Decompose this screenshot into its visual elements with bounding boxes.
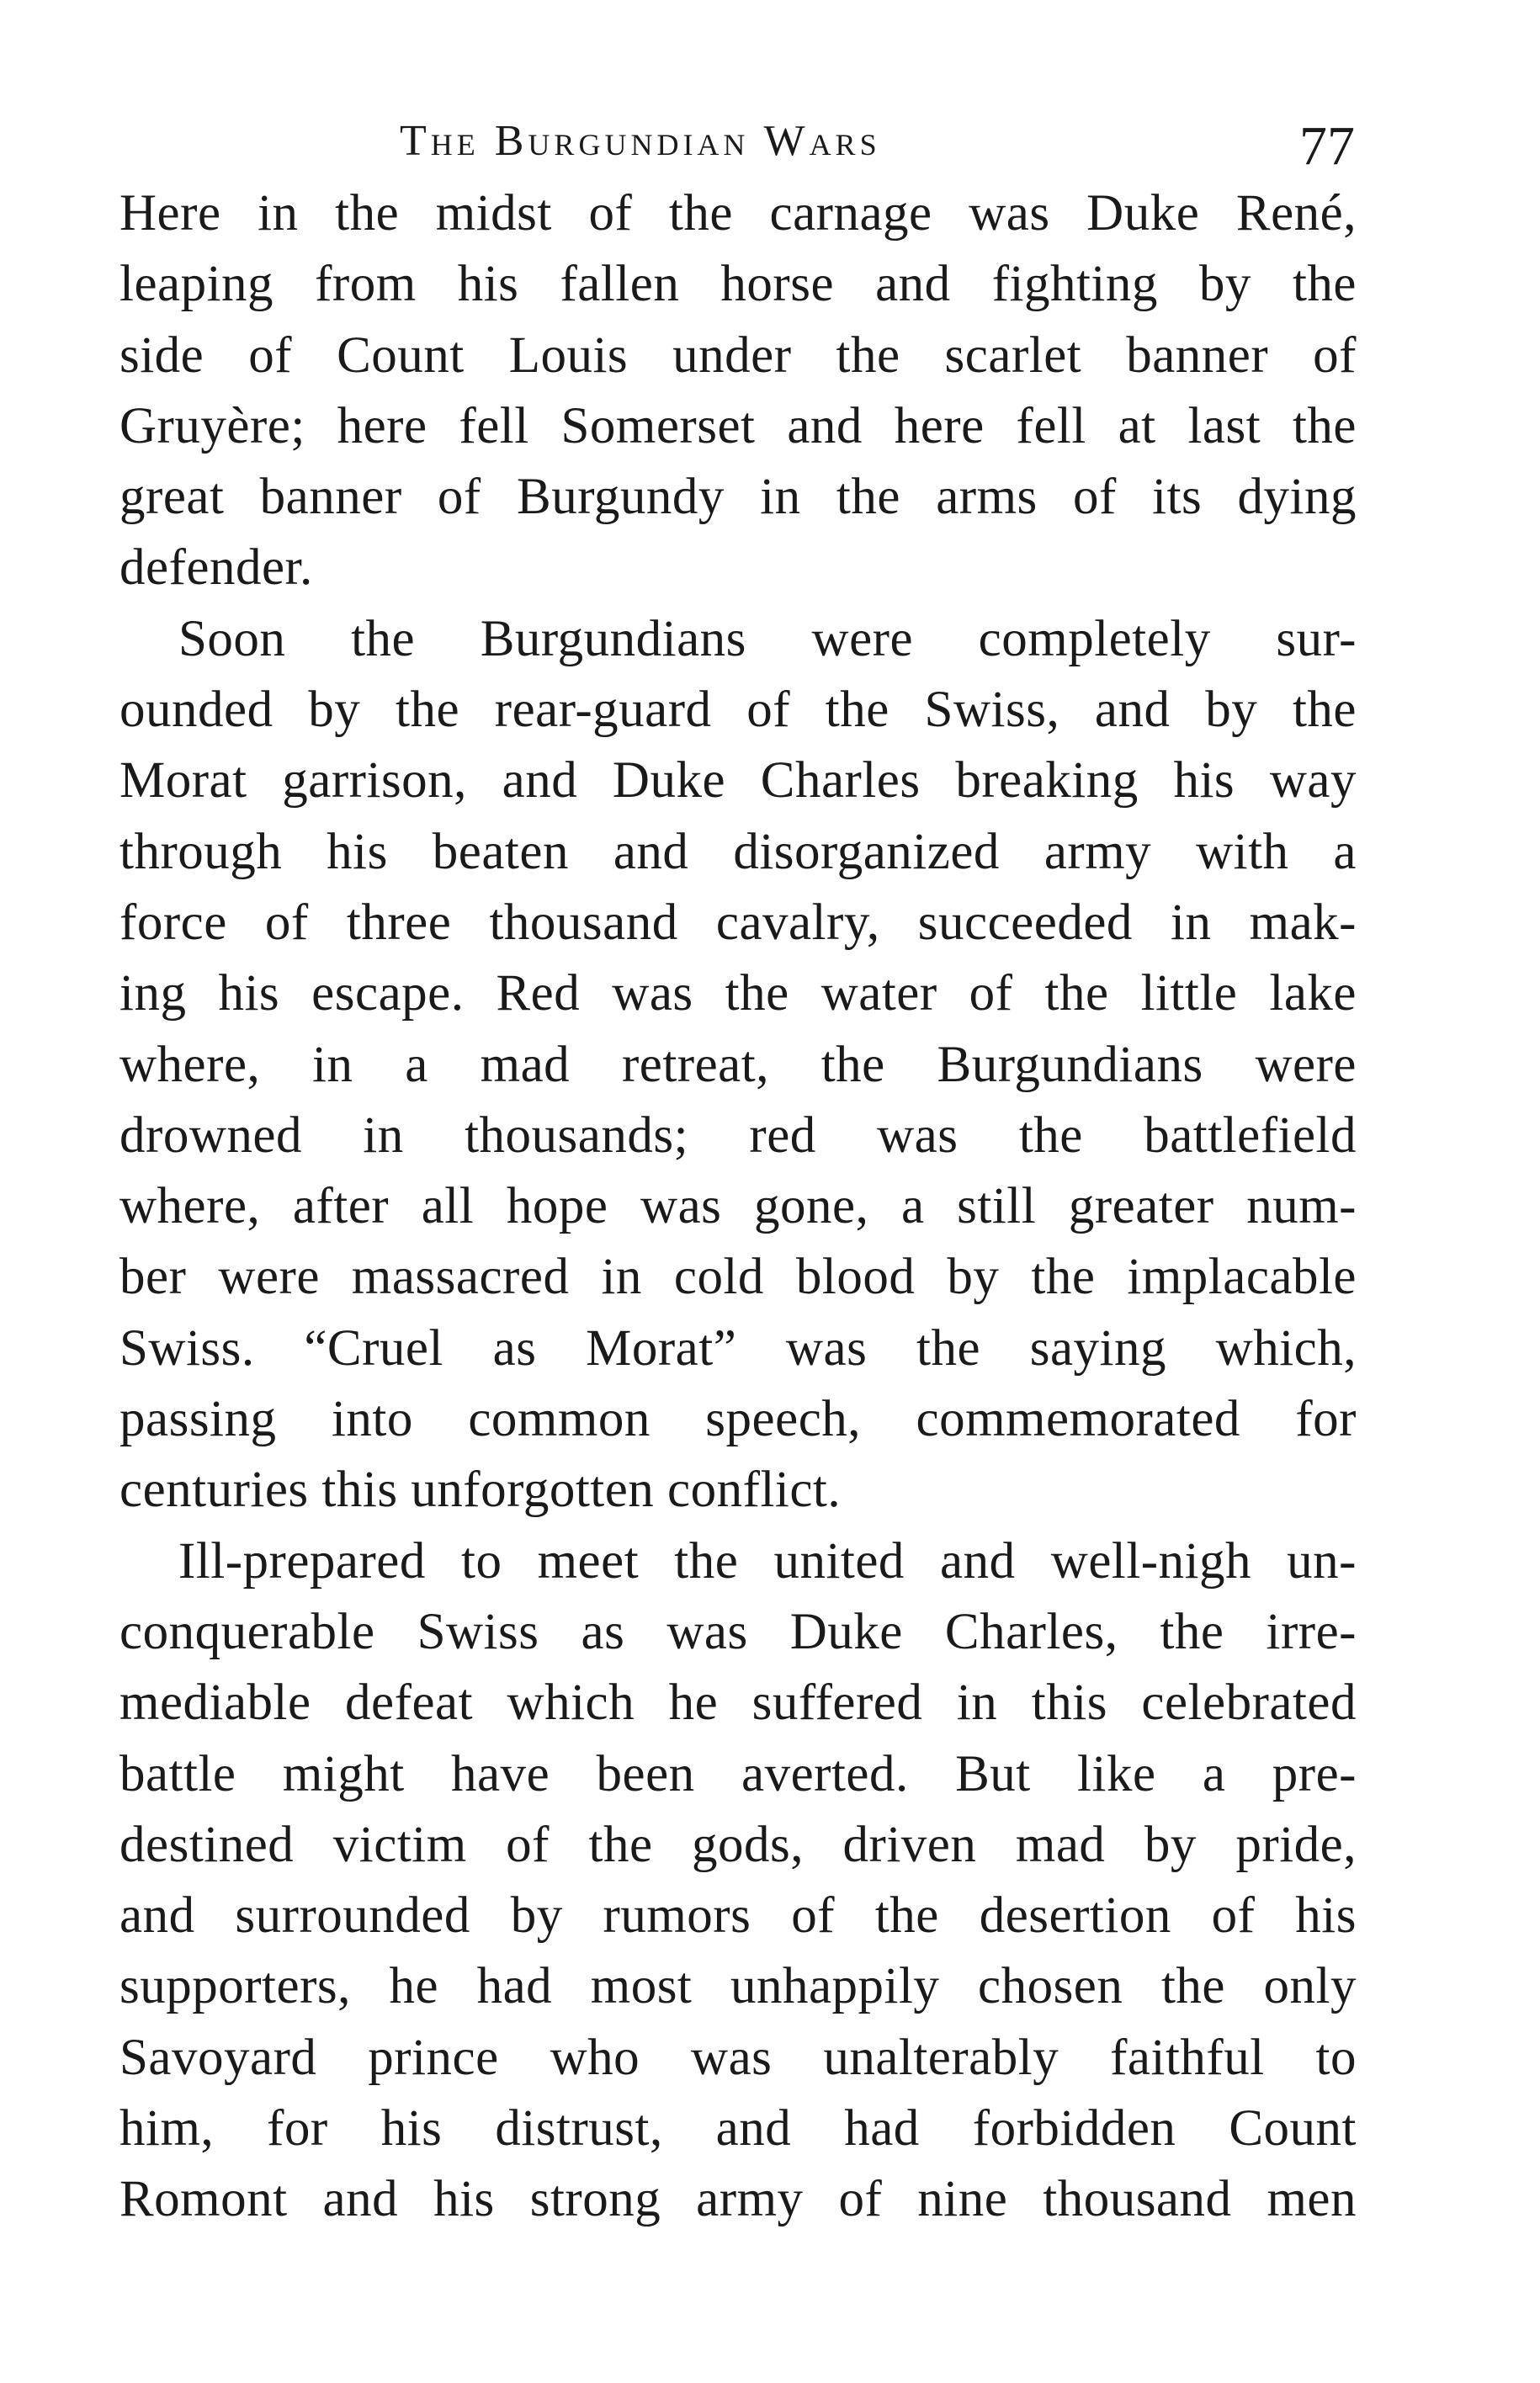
text-line: Swiss. “Cruel as Morat” was the saying which, xyxy=(119,1319,1357,1377)
text-line: drowned in thousands; red was the battlefield xyxy=(119,1107,1357,1164)
text-line: where, in a mad retreat, the Burgundians were xyxy=(119,1036,1357,1093)
text-line: destined victim of the gods, driven mad by pride, xyxy=(119,1816,1357,1873)
text-line: centuries this unforgotten conflict. xyxy=(119,1462,842,1519)
text-line: great banner of Burgundy in the arms of its dying xyxy=(119,469,1357,526)
paragraph-2 xyxy=(119,604,1357,1526)
paragraph-3 xyxy=(119,1526,1357,2236)
text-line: through his beaten and disorganized army with a xyxy=(119,823,1357,880)
text-line: Ill-prepared to meet the united and well-nigh un- xyxy=(178,1532,1357,1590)
text-line: ber were massacred in cold blood by the implacable xyxy=(119,1249,1357,1306)
text-line: force of three thousand cavalry, succeeded in mak- xyxy=(119,894,1357,951)
text-line: Soon the Burgundians were completely sur- xyxy=(178,610,1357,667)
text-line: mediable defeat which he suffered in this celebrated xyxy=(119,1674,1357,1732)
text-line: defender. xyxy=(119,539,313,597)
running-title: The Burgundian Wars xyxy=(400,117,881,165)
paragraph-1 xyxy=(119,178,1357,604)
text-line: leaping from his fallen horse and fighting by the xyxy=(119,256,1357,313)
text-line: him, for his distrust, and had forbidden Count xyxy=(119,2100,1357,2157)
text-line: Morat garrison, and Duke Charles breaking his way xyxy=(119,752,1357,809)
text-line: passing into common speech, commemorated for xyxy=(119,1391,1357,1448)
text-line: Romont and his strong army of nine thousand men xyxy=(119,2171,1357,2228)
text-line: Here in the midst of the carnage was Duke René, xyxy=(119,185,1357,241)
body-text xyxy=(119,178,1357,2236)
text-line: Gruyère; here fell Somerset and here fell at last the xyxy=(119,397,1357,454)
text-line: battle might have been averted. But like a pre- xyxy=(119,1745,1357,1802)
text-line: ing his escape. Red was the water of the little lake xyxy=(119,965,1357,1022)
text-line: conquerable Swiss as was Duke Charles, the irre- xyxy=(119,1603,1357,1660)
running-header xyxy=(0,108,1540,175)
text-line: side of Count Louis under the scarlet banner of xyxy=(119,326,1357,384)
text-line: and surrounded by rumors of the desertion of his xyxy=(119,1887,1357,1945)
text-line: ounded by the rear-guard of the Swiss, and by the xyxy=(119,682,1357,739)
text-line: supporters, he had most unhappily chosen the only xyxy=(119,1958,1357,2015)
page-number: 77 xyxy=(1299,115,1355,177)
text-line: Savoyard prince who was unalterably faithful to xyxy=(119,2029,1357,2086)
text-line: where, after all hope was gone, a still greater num- xyxy=(119,1178,1357,1235)
